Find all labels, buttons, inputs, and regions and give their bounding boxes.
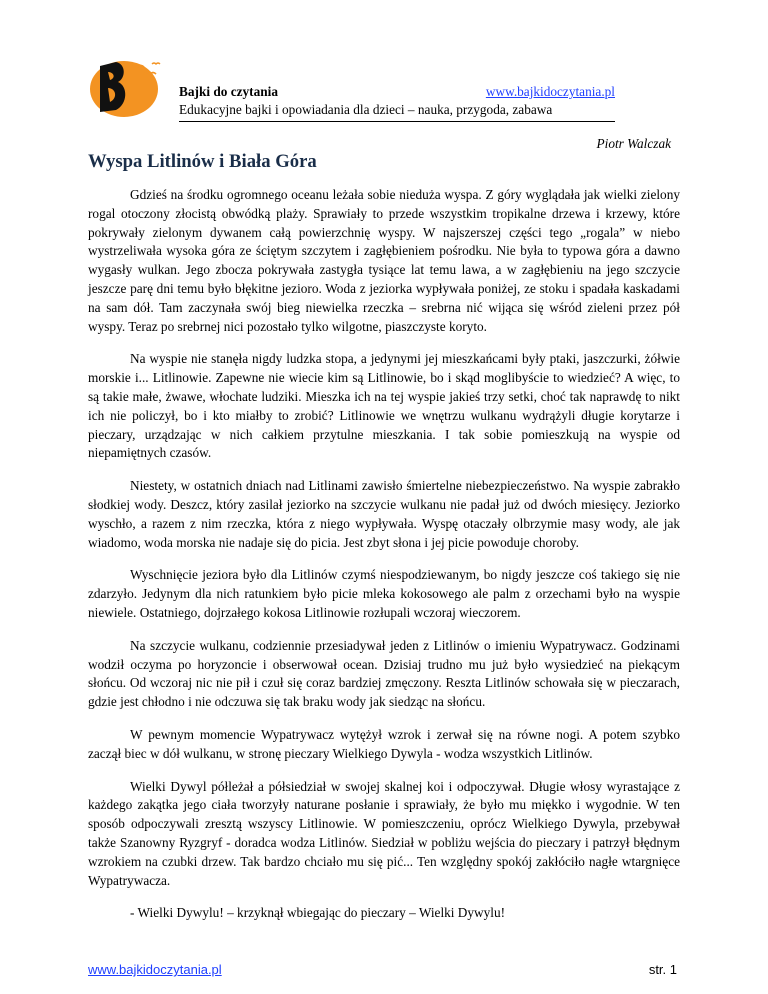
paragraph-6: W pewnym momencie Wypatrywacz wytężył wzrok i zerwał się na równe nogi. A potem szybko zaczął biec w dół wulkanu, w stronę pieczary Wielkiego Dywyla - wodza wszystkich Litlinów. bbox=[88, 726, 680, 761]
paragraph-8: - Wielki Dywylu! – krzyknął wbiegając do pieczary – Wielki Dywylu! bbox=[130, 905, 506, 921]
site-tagline: Edukacyjne bajki i opowiadania dla dzieci – nauka, przygoda, zabawa bbox=[179, 102, 553, 117]
paragraph-3: Niestety, w ostatnich dniach nad Litlinami zawisło śmiertelne niebezpieczeństwo. Na wyspie zabrakło słodkiej wody. Deszcz, który zasilał jeziorko na szczycie wulkanu nie padał już od dwóch miesięcy. Jeziorko wyschło, a razem z nim rzeczka, która z niego wypływała. Wyspę otaczały olbrzymie masy wody, ale jak wiadomo, woda morska nie nadaje się do picia. Jest zbyt słona i jej picie powoduje choroby. bbox=[88, 478, 680, 550]
paragraph-1: Gdzieś na środku ogromnego oceanu leżała sobie nieduża wyspa. Z góry wyglądała jak wielki zielony rogal otoczony złocistą obwódką plaży. Sprawiały to przede wszystkim tropikalne drzewa i krzewy, które pokrywały zielonym dywanem całą powierzchnię wyspy. W najszerszej części tego „rogala” w niebo wystrzeliwała wysoka góra ze ściętym szczytem i zagłębieniem pośrodku. Nie była to typowa góra a dawno wygasły wulkan. Jego zbocza pokrywała zastygła tysiące lat temu lawa, a w zagłębieniu na jego szczycie jeszcze parę dni temu było błękitne jezioro. Woda z jeziorka wypływała poniżej, ze stoku i spadała kaskadami na sam dół. Tam zaczynała swój bieg niewielka rzeczka – srebrna nić wijąca się wśród zieleni przez pół wyspy. Teraz po srebrnej nici pozostało tylko wilgotne, piaszczyste koryto. bbox=[88, 187, 680, 334]
page-header bbox=[179, 84, 615, 118]
paragraph-4: Wyschnięcie jeziora było dla Litlinów czymś niespodziewanym, bo nigdy jeszcze coś takiego się nie zdarzyło. Jedynym dla nich ratunkiem było picie mleka kokosowego ale palm z orzechami było na wyspie niewiele. Ostatniego, dojrzałego kokosa Litlinowie rozłupali wczoraj wieczorem. bbox=[88, 567, 680, 620]
site-title: Bajki do czytania bbox=[179, 84, 278, 99]
footer-url-link[interactable]: www.bajkidoczytania.pl bbox=[88, 962, 222, 977]
paragraph-5: Na szczycie wulkanu, codziennie przesiadywał jeden z Litlinów o imieniu Wypatrywacz. Godzinami wodził oczyma po horyzoncie i obserwował ocean. Dzisiaj trudno mu już było wysiedzieć na piekącym słońcu. Od wczoraj nic nie pił i czuł się coraz bardziej zmęczony. Reszta Litlinów schowała się w pieczarach, gdzie jest chłodno i nie odczuwa się tak braku wody jak siedząc na słońcu. bbox=[88, 637, 680, 710]
story-title: Wyspa Litlinów i Biała Góra bbox=[88, 151, 317, 172]
site-logo bbox=[88, 52, 168, 118]
header-divider bbox=[179, 121, 615, 122]
site-url-link[interactable]: www.bajkidoczytania.pl bbox=[485, 84, 615, 99]
author-name: Piotr Walczak bbox=[596, 136, 671, 151]
paragraph-7: Wielki Dywyl półleżał a półsiedział w swojej skalnej koi i odpoczywał. Długie włosy wyrastające z każdego zakątka jego ciała tworzyły naturane posłanie i sprawiały, że było mu miękko i wygodnie. W ten sposób odpoczywali zresztą wszyscy Litlinowie. W pomieszczeniu, oprócz Wielkiego Dywyla, przebywał także Szanowny Ryzgryf - doradca wodza Litlinów. Siedział w pobliżu wejścia do pieczary i patrzył błędnym wzrokiem na czubki drzew. Tak bardzo chciało mu się pić... Ten względny spokój zakłóciło nagłe wtargnięce Wypatrywacza. bbox=[88, 778, 680, 888]
paragraph-2: Na wyspie nie stanęła nigdy ludzka stopa, a jedynymi jej mieszkańcami były ptaki, jaszczurki, żółwie morskie i... Litlinowie. Zapewne nie wiecie kim są Litlinowie, bo i skąd moglibyście to wiedzieć? A więc, to są takie małe, żwawe, włochate ludziki. Mieszka ich na tej wyspie jakieś trzy setki, choć tak naprawdę to nikt ich nie policzył, bo i kto miałby to zrobić? Litlinowie we wnętrzu wulkanu wydrążyli długie korytarze i pieczary, urządzając w nich całkiem przytulne mieszkania. I tak sobie pomieszkują na wyspie od niepamiętnych czasów. bbox=[88, 351, 680, 461]
story-body bbox=[88, 186, 680, 937]
page-number: str. 1 bbox=[648, 962, 677, 977]
logo-graphic bbox=[88, 52, 168, 118]
